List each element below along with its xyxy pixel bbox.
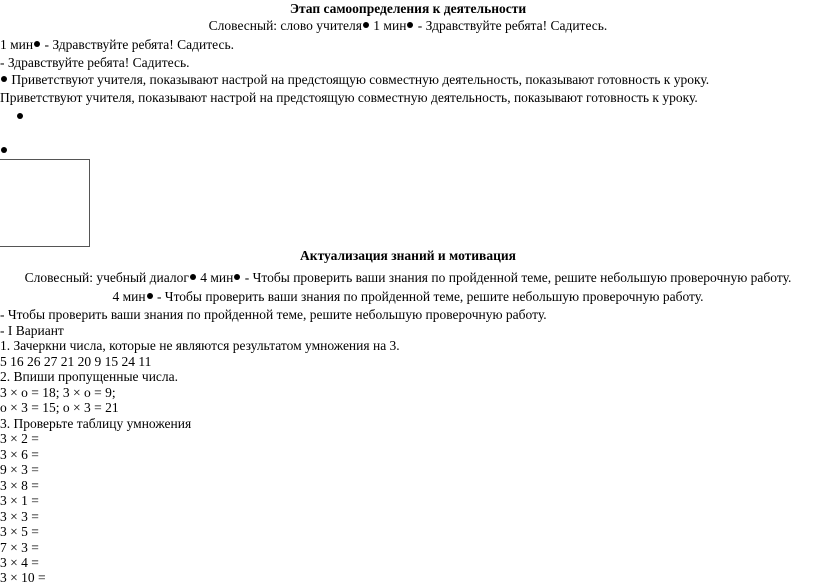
section2-centered-2-post: - Чтобы проверить ваши знания по пройденной теме, решите небольшую проверочную работу. [153,289,704,304]
bullet-icon [17,113,23,119]
bullet-icon [363,22,369,28]
bullet-icon [1,76,7,82]
section1-centered-pre: Словесный: слово учителя [208,18,362,33]
section2-line: 3 × 5 = [0,524,39,539]
section1-line-c [0,72,709,88]
section2-line: 3 × 4 = [0,555,39,570]
section2-centered-line-1 [0,270,816,286]
section1-title: Этап самоопределения к деятельности [289,1,527,16]
section1-line-a-pre: 1 мин [0,37,34,52]
section2-line: 3 × 1 = [0,493,39,508]
section2-line: 7 × 3 = [0,540,39,555]
section2-line: 3 × 8 = [0,478,39,493]
section2-centered-1-pre: Словесный: учебный диалог [24,270,189,285]
section2-line: 3 × 10 = [0,570,46,585]
section2-centered-1-post: - Чтобы проверить ваши знания по пройденной теме, решите небольшую проверочную работу. [241,270,792,285]
bullet-icon [34,41,40,47]
section1-centered-mid: 1 мин [369,18,407,33]
section2-line: 3. Проверьте таблицу умножения [0,416,192,431]
section1-line-d: Приветствуют учителя, показывают настрой на предстоящую совместную деятельность, показывают готовность к уроку. [0,90,698,105]
section2-line: 3 × 2 = [0,431,39,446]
section1-line-b: - Здравствуйте ребята! Садитесь. [0,55,190,70]
empty-frame [0,159,90,247]
section2-line: 2. Впиши пропущенные числа. [0,369,179,384]
section2-title: Актуализация знаний и мотивация [300,248,516,263]
section2-line: 3 × 6 = [0,447,39,462]
section2-centered-line-2 [0,289,816,305]
section2-line: о × 3 = 15; о × 3 = 21 [0,400,119,415]
section2-line: 1. Зачеркни числа, которые не являются результатом умножения на 3. [0,338,400,353]
bullet-icon [147,293,153,299]
section2-centered-2-pre: 4 мин [112,289,146,304]
section2-line: 5 16 26 27 21 20 9 15 24 11 [0,354,152,369]
section2-line: - I Вариант [0,323,64,338]
bullet-icon [1,147,7,153]
bullet-icon [190,274,196,280]
section1-centered-line [0,18,816,34]
bullet-icon [234,274,240,280]
section2-centered-1-mid: 4 мин [196,270,234,285]
bullet-icon [407,22,413,28]
section1-centered-post: - Здравствуйте ребята! Садитесь. [414,18,608,33]
section2-line: - Чтобы проверить ваши знания по пройденной теме, решите небольшую проверочную работу. [0,307,547,322]
section1-line-a [0,37,234,53]
section2-line: 3 × 3 = [0,509,39,524]
section1-line-a-post: - Здравствуйте ребята! Садитесь. [41,37,235,52]
section1-line-c-text: Приветствуют учителя, показывают настрой на предстоящую совместную деятельность, показывают готовность к уроку. [8,72,710,87]
section2-line: 3 × о = 18; 3 × о = 9; [0,385,116,400]
section2-line: 9 × 3 = [0,462,39,477]
